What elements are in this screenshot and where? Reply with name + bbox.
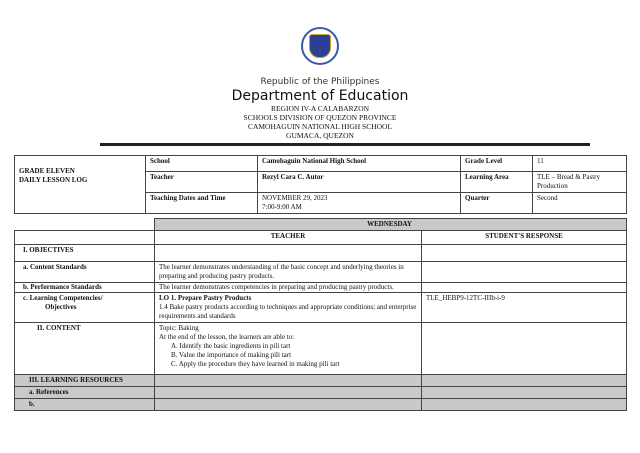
time-value: 7:00-9:00 AM [262, 203, 302, 211]
objectives-sublabel: Objectives [45, 303, 77, 311]
grade-label: Grade Level [465, 157, 503, 165]
teacher-label: Teacher [150, 173, 174, 181]
content-label: II. CONTENT [37, 324, 81, 332]
title-dll: DAILY LESSON LOG [19, 176, 88, 184]
topic: Topic: Baking [159, 324, 199, 332]
day-header: WEDNESDAY [367, 220, 412, 228]
seal-shield-icon [309, 34, 331, 58]
b-label: b. [29, 400, 35, 408]
division: SCHOOLS DIVISION OF QUEZON PROVINCE [243, 113, 397, 122]
area-value: TLE – Bread & Pastry Production [533, 172, 627, 193]
objective-item: A. Identify the basic ingredients in pili tart [171, 342, 291, 350]
title-grade: GRADE ELEVEN [19, 167, 75, 175]
dates-label: Teaching Dates and Time [150, 194, 226, 202]
teacher-value: Rezyl Cara C. Autor [262, 173, 324, 181]
objective-item: C. Apply the procedure they have learned in making pili tart [171, 360, 340, 368]
area-label: Learning Area [465, 173, 509, 181]
student-column: STUDENT'S RESPONSE [485, 232, 563, 240]
school-name: CAMOHAGUIN NATIONAL HIGH SCHOOL [247, 122, 393, 131]
competency-code: TLE_HEBP9-12TC-IIIb-i-9 [422, 293, 627, 323]
school-value: Camohaguin National High School [262, 157, 367, 165]
references-label: a. References [29, 388, 69, 396]
performance-standards-label: b. Performance Standards [23, 283, 102, 291]
department-title: Department of Education [231, 88, 409, 104]
republic-text: Republic of the Philippines [260, 77, 380, 87]
school-label: School [150, 157, 170, 165]
location: GUMACA, QUEZON [286, 131, 354, 140]
competency-title: LO 1. Prepare Pastry Products [159, 294, 252, 302]
competencies-label: c. Learning Competencies/ [23, 294, 103, 302]
info-table [14, 155, 627, 214]
content-standards: The learner demonstrates understanding of the basic concept and underlying theories in preparing and producing pastry products. [155, 262, 422, 283]
date-value: NOVEMBER 29, 2023 [262, 194, 328, 202]
header-divider [100, 143, 590, 146]
performance-standards: The learner demonstrates competencies in preparing and producing pastry products. [155, 283, 422, 293]
competency-text: 1.4 Bake pastry products according to techniques and appropriate conditions; and enterprise requirements and standards [159, 303, 417, 320]
content-standards-label: a. Content Standards [23, 263, 87, 271]
grade-value: 11 [533, 156, 627, 172]
objectives-label: I. OBJECTIVES [23, 246, 74, 254]
quarter-value: Second [533, 193, 627, 214]
deped-seal [301, 27, 339, 65]
objective-item: B. Value the importance of making pili tart [171, 351, 292, 359]
teacher-column: TEACHER [270, 232, 306, 240]
region: REGION IV-A CALABARZON [270, 104, 370, 113]
intro: At the end of the lesson, the learners are able to: [159, 333, 295, 341]
quarter-label: Quarter [465, 194, 490, 202]
lesson-plan-table [14, 218, 627, 411]
resources-label: III. LEARNING RESOURCES [29, 376, 123, 384]
